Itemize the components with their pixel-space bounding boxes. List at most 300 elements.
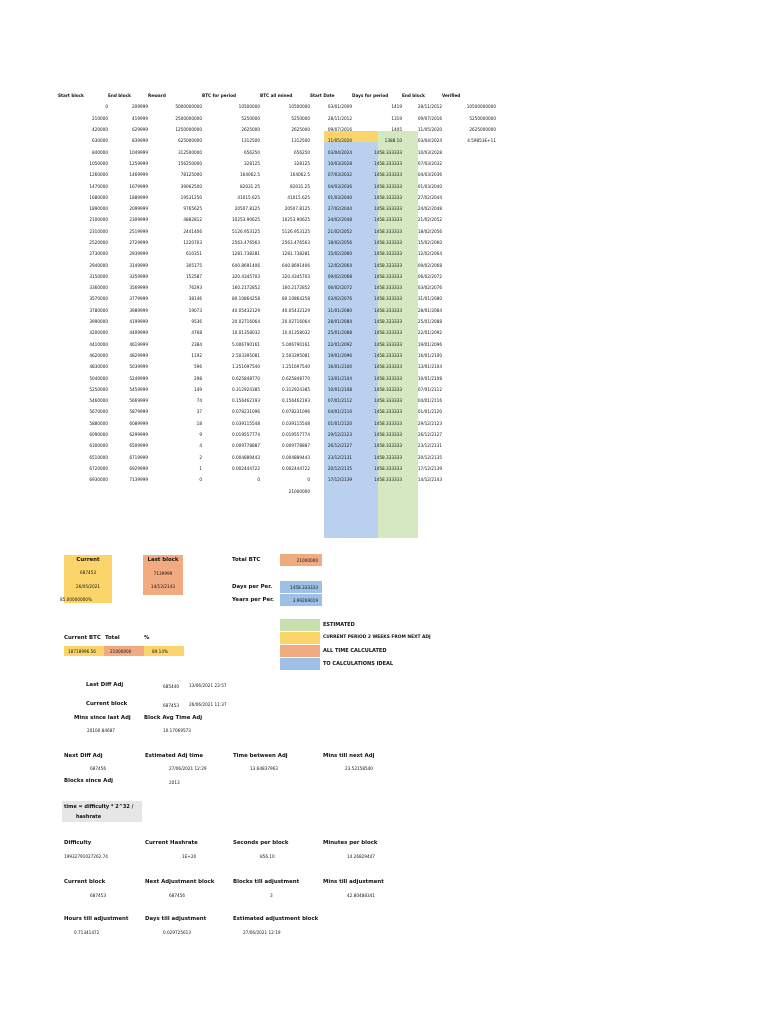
legend-label-current: CURRENT PERIOD 2 WEEKS FROM NEXT ADJ (323, 635, 431, 640)
cell-end-block: 5249999 (129, 375, 148, 381)
mins-till-adj-label: Mins till adjustment (323, 879, 384, 885)
cell-btc-all: 0.002444722 (282, 465, 310, 471)
header-end-block-2: End block (402, 93, 425, 99)
cell-verified: 5250000000 (469, 115, 496, 121)
table-row (58, 406, 496, 417)
total-btc-value: 21000000 (296, 558, 318, 563)
table-row (58, 237, 496, 248)
cell-start-block: 3990000 (89, 319, 108, 325)
cell-end-block: 2309999 (129, 217, 148, 223)
next-diff-value: 687456 (90, 766, 106, 771)
cell-end-block: 839999 (132, 138, 148, 144)
cell-reward: 596 (194, 364, 202, 370)
cell-end-block: 4619999 (129, 341, 148, 347)
table-row (58, 113, 496, 124)
cell-days-period: 1458.333333 (374, 296, 402, 302)
cell-btc-all: 5126.953125 (282, 228, 310, 234)
last-block-value: 7139999 (153, 571, 173, 576)
cell-reward: 1 (199, 465, 202, 471)
cell-verified (442, 146, 496, 157)
table-row (58, 474, 496, 485)
cell-end-block-2: 20/12/2135 (417, 454, 442, 460)
cell-btc-period: 10.01358032 (232, 330, 260, 336)
est-time-value: 27/06/2021 12:29 (169, 766, 207, 771)
cell-btc-all: 82031.25 (290, 183, 310, 189)
cell-start-date: 10/01/2108 (327, 386, 352, 392)
cell-reward: 4768 (191, 330, 202, 336)
cell-end-block: 5039999 (129, 364, 148, 370)
cell-btc-period: 164062.5 (240, 172, 260, 178)
cell-btc-period: 2.503395081 (232, 352, 260, 358)
cell-reward: 312500000 (178, 149, 202, 155)
table-row (58, 463, 496, 474)
table-row (58, 395, 496, 406)
cell-verified (442, 395, 496, 406)
cell-btc-period: 0 (257, 477, 260, 483)
cell-end-block: 1889999 (129, 194, 148, 200)
cell-reward: 78125000 (180, 172, 202, 178)
cell-end-block-2: 27/02/2044 (417, 194, 442, 200)
legend-label-ideal: TO CALCULATIONS IDEAL (323, 661, 394, 667)
cell-days-period: 1388.10 (384, 138, 402, 144)
cell-start-block: 5040000 (89, 375, 108, 381)
cell-reward: 4882812 (183, 217, 202, 223)
cell-start-block: 3780000 (89, 307, 108, 313)
cell-end-block-2: 29/12/2123 (417, 420, 442, 426)
cell-days-period: 1458.333333 (374, 364, 402, 370)
cell-days-period: 1419 (391, 104, 402, 110)
header-verified: Verified (442, 93, 461, 99)
table-row (58, 158, 496, 169)
cell-start-date: 28/11/2012 (327, 115, 352, 121)
table-row (58, 169, 496, 180)
days-till-value: 0.029725613 (163, 930, 191, 935)
cell-btc-period: 1.251697540 (232, 364, 260, 370)
cell-start-date: 07/01/2112 (327, 398, 352, 404)
cell-start-date: 04/01/2116 (327, 409, 352, 415)
last-diff-adj-label: Last Diff Adj (86, 682, 124, 688)
cell-start-block: 5250000 (89, 386, 108, 392)
cell-btc-all: 640.8691406 (282, 262, 310, 268)
cell-verified (442, 158, 496, 169)
formula-line-1: time = difficulty * 2^32 / (64, 804, 134, 810)
cell-end-block: 5459999 (129, 386, 148, 392)
current-title: Current (76, 557, 100, 563)
cell-days-period: 1458.333333 (374, 386, 402, 392)
cell-btc-all: 656250 (294, 149, 310, 155)
table-row (58, 384, 496, 395)
cell-btc-period: 41015.625 (237, 194, 260, 200)
cell-btc-all: 0.009778887 (282, 443, 310, 449)
cell-verified (442, 463, 496, 474)
cell-end-block-2: 13/01/2104 (417, 364, 442, 370)
cell-end-block-2: 22/01/2092 (417, 330, 442, 336)
cell-end-block: 6509999 (129, 443, 148, 449)
blocks-till-label: Blocks till adjustment (233, 879, 300, 885)
table-row (58, 271, 496, 282)
cell-btc-period: 20.02716064 (232, 319, 260, 325)
cell-start-block: 1680000 (89, 194, 108, 200)
cell-btc-period: 82031.25 (240, 183, 260, 189)
seconds-per-block-value: 856.10 (260, 854, 275, 859)
cell-btc-period: 0.312924385 (232, 386, 260, 392)
mins-till-next-label: Mins till next Adj (323, 753, 375, 759)
cell-end-block-2: 11/05/2020 (417, 127, 442, 133)
table-row (58, 180, 496, 191)
cell-reward: 149 (194, 386, 202, 392)
cell-days-period: 1319 (391, 115, 402, 121)
table-row (58, 339, 496, 350)
cell-reward: 37 (196, 409, 202, 415)
cell-btc-period: 0.625848770 (232, 375, 260, 381)
cell-start-block: 6930000 (89, 477, 108, 483)
cell-btc-all: 20507.8125 (284, 206, 310, 212)
current-block-2-value: 687453 (90, 893, 106, 898)
cell-end-block-2: 19/01/2096 (417, 341, 442, 347)
cell-start-date: 13/01/2104 (327, 375, 352, 381)
next-adj-block-label: Next Adjustment block (145, 879, 215, 885)
hashrate-value: 1E+20 (182, 854, 197, 859)
legend-swatch-current (280, 632, 320, 644)
cell-start-date: 03/01/2009 (327, 104, 352, 110)
cell-btc-all: 0.312924385 (282, 386, 310, 392)
difficulty-value: 19932791027262.74 (64, 854, 108, 859)
cell-start-block: 4200000 (89, 330, 108, 336)
cell-end-block: 1049999 (129, 149, 148, 155)
cell-start-date: 23/12/2131 (327, 454, 352, 460)
cell-verified (442, 293, 496, 304)
cell-start-date: 22/01/2092 (327, 341, 352, 347)
cell-btc-period: 1312500 (241, 138, 260, 144)
cell-end-block-2: 23/12/2131 (417, 443, 442, 449)
table-row (58, 146, 496, 157)
cell-end-block-2: 01/03/2040 (417, 183, 442, 189)
current-block-value: 687453 (80, 570, 96, 575)
cell-days-period: 1458.333333 (374, 183, 402, 189)
cell-start-block: 3570000 (89, 296, 108, 302)
cell-btc-period: 1281.738281 (232, 251, 260, 257)
hours-till-label: Hours till adjustment (64, 916, 129, 922)
cell-verified (442, 214, 496, 225)
cell-btc-period: 0.009778887 (232, 443, 260, 449)
cell-btc-all: 20.02716064 (282, 319, 310, 325)
table-row (58, 203, 496, 214)
cell-start-date: 03/04/2024 (327, 149, 352, 155)
cell-days-period: 1458.333333 (374, 409, 402, 415)
cell-reward: 298 (194, 375, 202, 381)
legend-swatch-alltime (280, 645, 320, 657)
cell-end-block: 1679999 (129, 183, 148, 189)
cell-days-period: 1458.333333 (374, 240, 402, 245)
cell-btc-period: 160.2172852 (232, 285, 260, 291)
time-between-value: 13.64837963 (250, 766, 278, 771)
cell-btc-period: 10500000 (238, 104, 260, 110)
cell-reward: 76293 (188, 285, 202, 291)
table-row (58, 429, 496, 440)
cell-end-block: 2519999 (129, 228, 148, 234)
cell-end-block: 7139999 (129, 477, 148, 483)
cell-start-block: 420000 (92, 127, 108, 133)
cell-days-period: 1458.333333 (374, 420, 402, 426)
est-time-label: Estimated Adj time (145, 753, 203, 759)
cell-end-block-2: 17/12/2139 (417, 465, 442, 471)
cell-start-block: 6090000 (89, 432, 108, 438)
cell-btc-period: 0.039115548 (232, 420, 260, 426)
cell-days-period: 1405 (391, 127, 402, 133)
cell-start-date: 06/02/2072 (327, 285, 352, 291)
cell-end-block: 4409999 (129, 330, 148, 336)
cell-end-block-2: 07/03/2032 (417, 160, 442, 166)
cell-start-date: 04/03/2036 (327, 183, 352, 189)
cell-end-block-2: 04/01/2116 (417, 398, 442, 404)
cell-reward: 610351 (186, 251, 202, 257)
cell-verified (442, 180, 496, 191)
cell-start-date: 26/12/2127 (327, 443, 352, 449)
cell-days-period: 1458.333333 (374, 341, 402, 347)
last-block-date: 14/12/2143 (150, 584, 176, 589)
cell-btc-period: 0.019557774 (232, 432, 260, 438)
cell-end-block-2: 28/11/2012 (417, 104, 442, 110)
cell-start-block: 6720000 (89, 465, 108, 471)
cell-days-period: 1458.333333 (374, 160, 402, 166)
time-between-label: Time between Adj (233, 753, 288, 759)
cell-btc-period: 2563.476563 (232, 240, 260, 245)
cell-start-date: 28/01/2084 (327, 319, 352, 325)
current-btc-value: 18718996.56 (68, 649, 96, 654)
days-per-period-value: 1458.333333 (290, 585, 318, 590)
cell-start-date: 24/02/2048 (327, 217, 352, 223)
cell-btc-period: 10253.90625 (232, 217, 260, 223)
cell-start-date: 31/01/2080 (327, 307, 352, 313)
cell-start-block: 6510000 (89, 454, 108, 460)
cell-start-block: 5460000 (89, 398, 108, 404)
cell-verified (442, 271, 496, 282)
table-row (58, 293, 496, 304)
cell-reward: 74 (196, 398, 202, 404)
cell-days-period: 1458.333333 (374, 307, 402, 313)
seconds-per-block-label: Seconds per block (233, 840, 289, 846)
cell-end-block: 3779999 (129, 296, 148, 302)
years-per-period-value: 3.99269019 (292, 598, 318, 603)
cell-btc-period: 0.078231096 (232, 409, 260, 415)
cell-days-period: 1458.333333 (374, 273, 402, 279)
cell-end-block-2: 01/01/2120 (417, 409, 442, 415)
blocks-since-label: Blocks since Adj (64, 778, 114, 784)
cell-btc-period: 640.8691406 (232, 262, 260, 268)
cell-end-block-2: 15/02/2060 (417, 240, 442, 245)
cell-verified (442, 237, 496, 248)
header-btc-period: BTC for period (202, 93, 237, 99)
cell-days-period: 1458.333333 (374, 217, 402, 223)
cell-reward: 1250000000 (175, 127, 202, 133)
cell-end-block: 4199999 (129, 319, 148, 325)
cell-reward: 625000000 (178, 138, 202, 144)
cell-days-period: 1458.333333 (374, 375, 402, 381)
cell-start-block: 4410000 (89, 341, 108, 347)
legend-label-estimated: ESTIMATED (323, 622, 355, 628)
cell-btc-period: 320.4345703 (232, 273, 260, 279)
cell-btc-period: 656250 (244, 149, 260, 155)
cell-start-block: 2730000 (89, 251, 108, 257)
table-row (58, 316, 496, 327)
cell-verified (442, 406, 496, 417)
cell-verified (442, 440, 496, 451)
mins-since-value: 20100.84687 (87, 728, 115, 733)
blocks-since-value: 2013 (169, 780, 180, 785)
cell-btc-all: 160.2172852 (282, 285, 310, 291)
total-btc-label: Total BTC (232, 557, 261, 563)
cell-reward: 1220703 (183, 240, 202, 245)
days-per-period-label: Days per Per. (232, 584, 273, 590)
percent-label: % (144, 635, 150, 641)
cell-end-block: 209999 (132, 104, 148, 110)
cell-verified (442, 452, 496, 463)
cell-btc-period: 2625000 (241, 127, 260, 133)
cell-btc-all: 0.039115548 (282, 420, 310, 426)
total-row (58, 485, 496, 496)
header-days-period: Days for period (352, 93, 389, 99)
cell-days-period: 1458.333333 (374, 149, 402, 155)
cell-start-block: 5880000 (89, 420, 108, 426)
blocks-till-value: 3 (270, 893, 273, 898)
cell-start-date: 12/02/2064 (327, 262, 352, 268)
cell-reward: 9536 (191, 319, 202, 325)
table-row (58, 418, 496, 429)
cell-start-block: 6300000 (89, 443, 108, 449)
cell-btc-period: 20507.8125 (234, 206, 260, 212)
cell-btc-all: 1312500 (291, 138, 310, 144)
cell-start-block: 2940000 (89, 262, 108, 268)
hours-till-value: 0.71341472 (74, 930, 100, 935)
cell-btc-all: 164062.5 (290, 172, 310, 178)
cell-end-block-2: 25/01/2088 (417, 319, 442, 325)
table-row (58, 259, 496, 270)
cell-verified (442, 350, 496, 361)
mins-since-label: Mins since last Adj (74, 715, 131, 721)
legend-swatch-ideal (280, 658, 320, 670)
halving-table (58, 90, 496, 497)
cell-end-block: 3989999 (129, 307, 148, 313)
table-row (58, 350, 496, 361)
cell-verified: 10500000000 (466, 104, 496, 110)
cell-verified (442, 327, 496, 338)
legend-label-alltime: ALL TIME CALCULATED (323, 648, 387, 654)
table-row (58, 124, 496, 135)
cell-btc-period: 5126.953125 (232, 228, 260, 234)
cell-start-date: 10/03/2028 (327, 160, 352, 166)
cell-start-block: 0 (105, 104, 108, 110)
cell-end-block-2: 06/02/2072 (417, 273, 442, 279)
header-start-date: Start Date (310, 93, 335, 99)
cell-end-block: 4829999 (129, 352, 148, 358)
table-row (58, 452, 496, 463)
cell-start-date: 16/01/2100 (327, 364, 352, 370)
cell-start-block: 2520000 (89, 240, 108, 245)
cell-btc-all: 2563.476563 (282, 240, 310, 245)
cell-btc-all: 1.251697540 (282, 364, 310, 370)
cell-verified (442, 429, 496, 440)
cell-end-block-2: 31/01/2080 (417, 296, 442, 302)
cell-start-block: 1470000 (89, 183, 108, 189)
cell-btc-all: 0.019557774 (282, 432, 310, 438)
cell-reward: 2500000000 (175, 115, 202, 121)
cell-days-period: 1458.333333 (374, 228, 402, 234)
cell-days-period: 1458.333333 (374, 194, 402, 200)
cell-end-block-2: 10/03/2028 (417, 149, 442, 155)
minutes-per-block-label: Minutes per block (323, 840, 378, 846)
days-till-label: Days till adjustment (145, 916, 207, 922)
cell-days-period: 1458.333333 (374, 172, 402, 178)
cell-end-block: 2939999 (129, 251, 148, 257)
cell-verified (442, 248, 496, 259)
cell-btc-all: 10500000 (288, 104, 310, 110)
current-btc-label: Current BTC (64, 635, 101, 641)
header-btc-all: BTC all mined (260, 93, 293, 99)
cell-reward: 152587 (186, 273, 202, 279)
cell-verified (442, 316, 496, 327)
table-row (58, 192, 496, 203)
cell-btc-period: 5.006790161 (232, 341, 260, 347)
cell-verified: 2625000000 (469, 127, 496, 133)
header-row (58, 90, 496, 101)
cell-verified: 4.59853E+11 (467, 138, 496, 144)
cell-start-date: 21/02/2052 (327, 228, 352, 234)
cell-days-period: 1458.333333 (374, 443, 402, 449)
cell-end-block: 1259999 (129, 160, 148, 166)
cell-btc-all: 2.503395081 (282, 352, 310, 358)
current-block-label: Current block (86, 701, 128, 707)
difficulty-label: Difficulty (64, 840, 92, 846)
cell-end-block: 3359999 (129, 273, 148, 279)
table-row (58, 248, 496, 259)
cell-start-block: 2310000 (89, 228, 108, 234)
cell-days-period: 1458.333333 (374, 454, 402, 460)
cell-end-block-2: 28/01/2084 (417, 307, 442, 313)
cell-days-period: 1458.333333 (374, 285, 402, 291)
table-row (58, 361, 496, 372)
current-block-2-label: Current block (64, 879, 106, 885)
percent-value: 89.14% (152, 649, 168, 654)
cell-start-block: 2100000 (89, 217, 108, 223)
cell-btc-all: 1281.738281 (282, 251, 310, 257)
cell-btc-period: 0.156462193 (232, 398, 260, 404)
cell-end-block: 2099999 (129, 206, 148, 212)
cell-btc-all: 328125 (294, 160, 310, 166)
cell-start-block: 1890000 (89, 206, 108, 212)
cell-btc-all: 0 (307, 477, 310, 483)
mins-till-adj-value: 42.80488341 (347, 893, 375, 898)
header-start-block: Start block (58, 93, 84, 99)
cell-end-block: 419999 (132, 115, 148, 121)
cell-end-block: 6089999 (129, 420, 148, 426)
cell-end-block-2: 03/04/2024 (417, 138, 442, 144)
current-block-date: 26/06/2021 11:37 (189, 702, 227, 707)
cell-end-block-2: 12/02/2064 (417, 251, 442, 257)
table-row (58, 282, 496, 293)
total-label: Total (105, 635, 120, 641)
cell-days-period: 1458.333333 (374, 477, 402, 483)
cell-reward: 39062500 (180, 183, 202, 189)
cell-verified (442, 384, 496, 395)
cell-days-period: 1458.333333 (374, 432, 402, 438)
cell-btc-all: 0.625848770 (282, 375, 310, 381)
cell-start-date: 15/02/2060 (327, 251, 352, 257)
cell-days-period: 1458.333333 (374, 465, 402, 471)
cell-start-block: 840000 (92, 149, 108, 155)
cell-end-block-2: 26/12/2127 (417, 432, 442, 438)
minutes-per-block-value: 14.26829447 (347, 854, 375, 859)
cell-end-block: 3149999 (129, 262, 148, 268)
